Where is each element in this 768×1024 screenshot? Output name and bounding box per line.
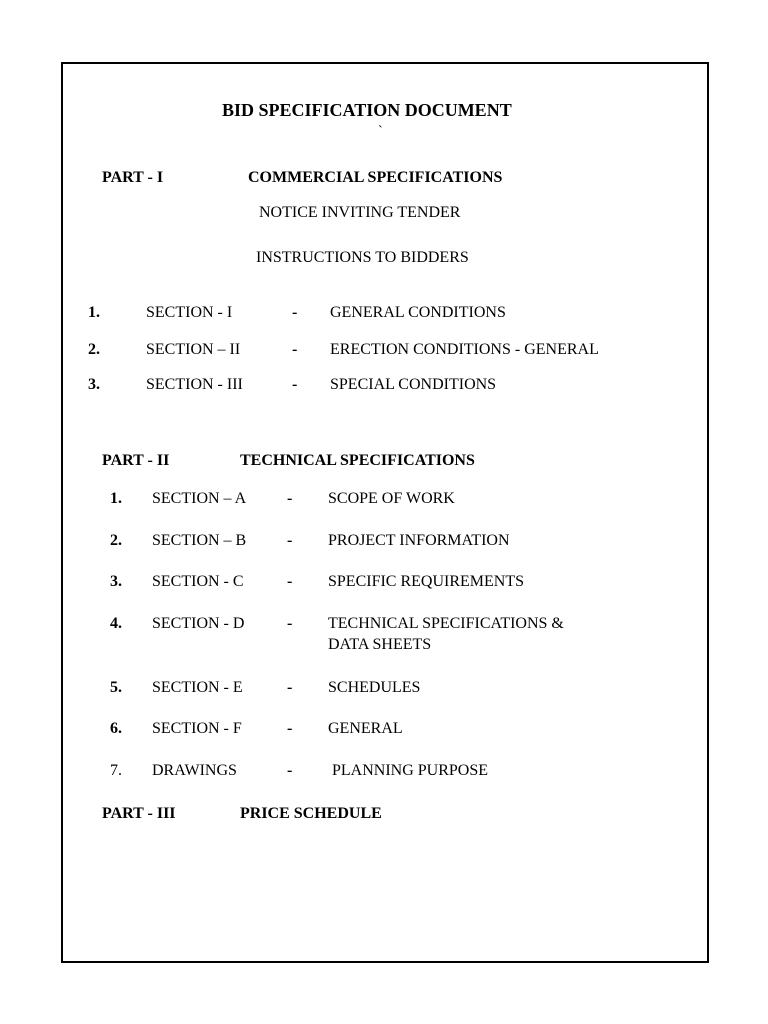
part1-item-description: GENERAL CONDITIONS xyxy=(330,304,506,321)
part3-heading: PRICE SCHEDULE xyxy=(240,805,382,822)
part1-item-number: 3. xyxy=(88,376,100,393)
part2-item-dash: - xyxy=(287,679,293,696)
part2-label: PART - II xyxy=(102,452,170,469)
part2-item-section: SECTION – B xyxy=(152,532,247,549)
part2-item-description-line2: DATA SHEETS xyxy=(328,636,432,653)
part2-item-section: SECTION – A xyxy=(152,490,247,507)
part2-item-number: 1. xyxy=(110,490,122,507)
part2-item-number: 7. xyxy=(110,762,122,779)
part2-item-description: TECHNICAL SPECIFICATIONS & xyxy=(328,615,564,632)
part1-item-section: SECTION - III xyxy=(146,376,243,393)
part1-item-section: SECTION - I xyxy=(146,304,233,321)
part1-heading: COMMERCIAL SPECIFICATIONS xyxy=(248,169,503,186)
part2-item-description: SPECIFIC REQUIREMENTS xyxy=(328,573,525,590)
part2-item-section: DRAWINGS xyxy=(152,762,237,779)
part1-item-description: ERECTION CONDITIONS - GENERAL xyxy=(330,341,599,358)
part2-item-description: PLANNING PURPOSE xyxy=(332,762,489,779)
part1-item-section: SECTION – II xyxy=(146,341,241,358)
part1-label: PART - I xyxy=(102,169,164,186)
part1-item-dash: - xyxy=(292,341,298,358)
part2-item-number: 3. xyxy=(110,573,122,590)
part2-item-number: 2. xyxy=(110,532,122,549)
document-border xyxy=(61,62,709,963)
part2-item-number: 4. xyxy=(110,615,122,632)
part2-item-section: SECTION - C xyxy=(152,573,244,590)
part2-item-number: 6. xyxy=(110,720,122,737)
part2-item-section: SECTION - E xyxy=(152,679,243,696)
part3-label: PART - III xyxy=(102,805,176,822)
part2-item-description: SCHEDULES xyxy=(328,679,421,696)
part2-item-section: SECTION - F xyxy=(152,720,242,737)
notice-inviting-tender: NOTICE INVITING TENDER xyxy=(259,204,461,221)
part2-item-number: 5. xyxy=(110,679,122,696)
part2-item-description: SCOPE OF WORK xyxy=(328,490,455,507)
part1-item-number: 1. xyxy=(88,304,100,321)
part2-item-description: PROJECT INFORMATION xyxy=(328,532,510,549)
part2-item-dash: - xyxy=(287,720,293,737)
part2-item-dash: - xyxy=(287,615,293,632)
part2-item-section: SECTION - D xyxy=(152,615,245,632)
part2-heading: TECHNICAL SPECIFICATIONS xyxy=(240,452,475,469)
document-title: BID SPECIFICATION DOCUMENT xyxy=(222,100,512,120)
part2-item-dash: - xyxy=(287,762,293,779)
title-mark: ` xyxy=(378,124,383,139)
part2-item-description: GENERAL xyxy=(328,720,403,737)
instructions-to-bidders: INSTRUCTIONS TO BIDDERS xyxy=(256,249,469,266)
part1-item-dash: - xyxy=(292,304,298,321)
part1-item-description: SPECIAL CONDITIONS xyxy=(330,376,497,393)
part1-item-number: 2. xyxy=(88,341,100,358)
part1-item-dash: - xyxy=(292,376,298,393)
part2-item-dash: - xyxy=(287,532,293,549)
part2-item-dash: - xyxy=(287,490,293,507)
part2-item-dash: - xyxy=(287,573,293,590)
